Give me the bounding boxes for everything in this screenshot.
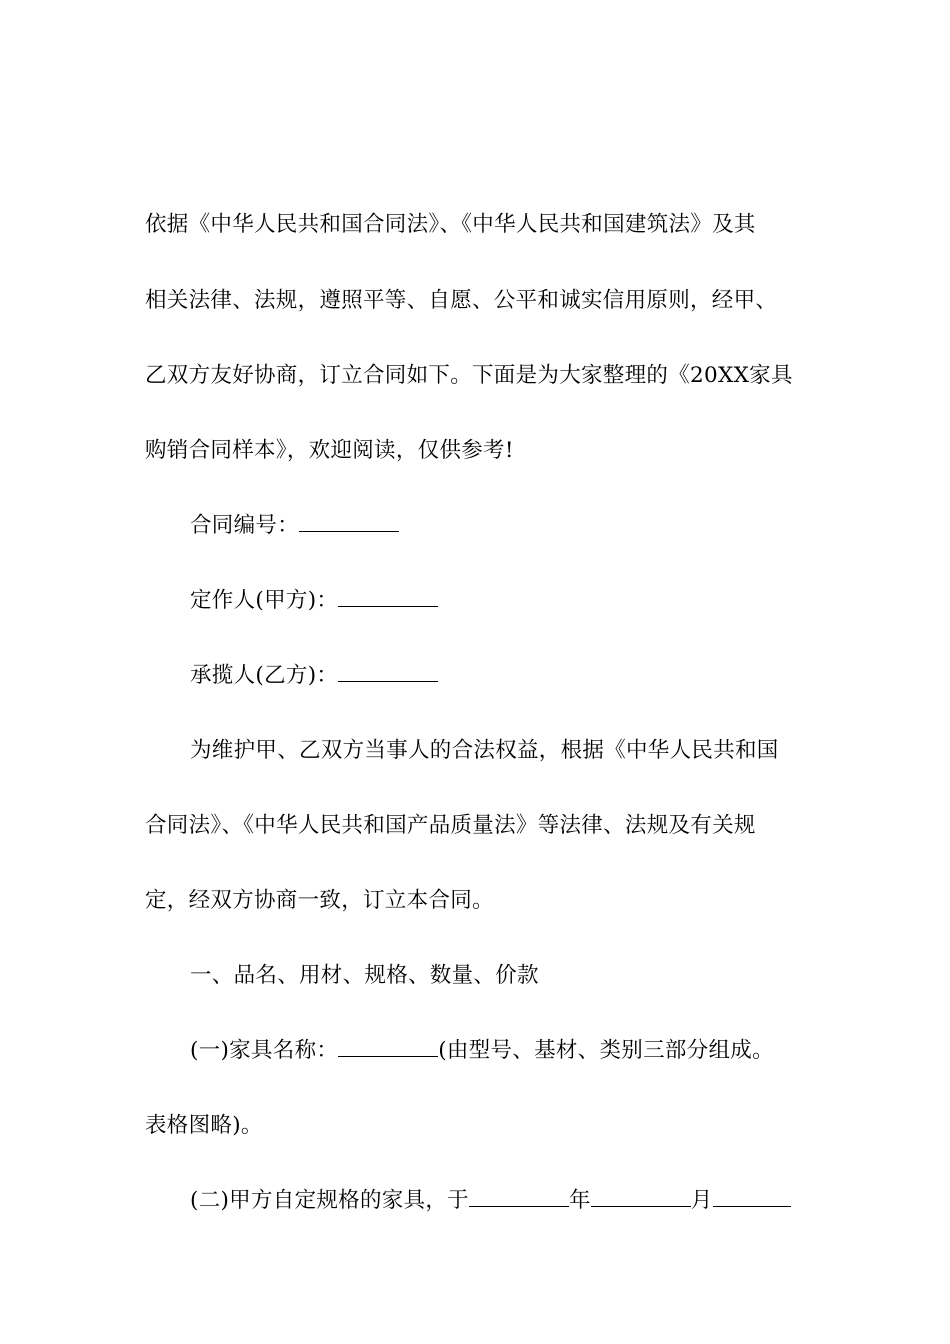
item-1-row — [190, 1036, 774, 1066]
item-1-note: (由型号、基材、类别三部分组成。 — [438, 1038, 774, 1063]
intro-line-4: 购销合同样本》，欢迎阅读，仅供参考! — [145, 438, 514, 463]
contract-number-label: 合同编号： — [190, 513, 300, 538]
party-a-row — [190, 586, 438, 616]
preamble-line-2: 合同法》、《中华人民共和国产品质量法》等法律、法规及有关规 — [145, 813, 756, 838]
party-b-row — [190, 661, 438, 691]
party-b-label: 承揽人(乙方)： — [190, 663, 339, 688]
month-label: 月 — [690, 1188, 713, 1213]
party-a-label: 定作人(甲方)： — [190, 588, 339, 613]
month-blank — [591, 1186, 691, 1207]
party-a-blank — [338, 586, 438, 607]
year-blank — [469, 1186, 569, 1207]
contract-number-row — [190, 511, 399, 541]
intro-line-3: 乙双方友好协商，订立合同如下。下面是为大家整理的《20XX家具 — [145, 363, 793, 388]
item-1-continuation: 表格图略)。 — [145, 1113, 263, 1138]
intro-line-1: 依据《中华人民共和国合同法》、《中华人民共和国建筑法》及其 — [145, 212, 756, 237]
item-1-label: (一)家具名称： — [190, 1038, 339, 1063]
party-b-blank — [338, 661, 438, 682]
contract-number-blank — [299, 511, 399, 532]
year-label: 年 — [568, 1188, 591, 1213]
intro-line-2: 相关法律、法规，遵照平等、自愿、公平和诚实信用原则，经甲、 — [145, 288, 778, 313]
section-1-heading: 一、品名、用材、规格、数量、价款 — [190, 963, 539, 988]
furniture-name-blank — [338, 1036, 438, 1057]
item-2-row — [190, 1186, 791, 1216]
item-2-label: (二)甲方自定规格的家具，于 — [190, 1188, 469, 1213]
preamble-line-3: 定，经双方协商一致，订立本合同。 — [145, 888, 494, 913]
preamble-line-1: 为维护甲、乙双方当事人的合法权益，根据《中华人民共和国 — [190, 738, 779, 763]
day-blank — [713, 1186, 791, 1207]
